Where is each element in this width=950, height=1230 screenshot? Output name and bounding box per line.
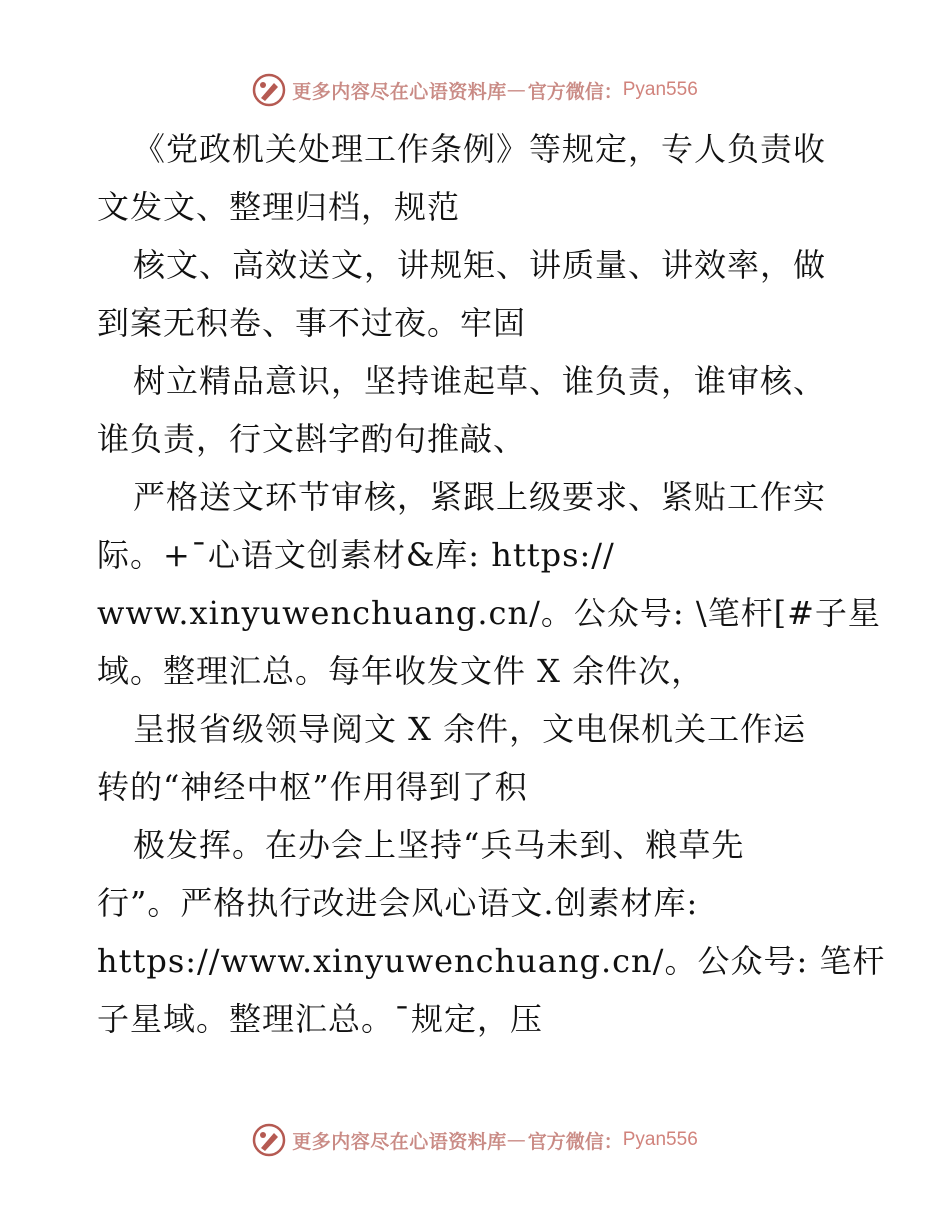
body-line: 树立精品意识，坚持谁起草、谁负责，谁审核、 (133, 362, 827, 400)
watermark-wechat-id: Pyan556 (622, 1129, 698, 1150)
watermark-wechat-id: Pyan556 (622, 79, 698, 100)
body-line: 域。整理汇总。每年收发文件 X 余件次， (97, 652, 705, 690)
body-line: 呈报省级领导阅文 X 余件，文电保机关工作运 (133, 710, 807, 748)
watermark-wechat-label: 官方微信： (527, 80, 623, 103)
watermark-separator: — (506, 1129, 526, 1151)
body-line: 谁负责，行文斟字酌句推敲、 (97, 420, 527, 458)
body-line: 极发挥。在办会上坚持“兵马未到、粮草先 (133, 826, 745, 864)
watermark-slogan: 更多内容尽在心语资料库 (292, 80, 507, 103)
body-line: 严格送文环节审核，紧跟上级要求、紧贴工作实 (133, 478, 827, 516)
body-line: 行”。严格执行改进会风心语文.创素材库: (97, 884, 699, 922)
header-watermark (0, 70, 950, 110)
body-line: 子星域。整理汇总。¯规定，压 (97, 1000, 544, 1038)
watermark-slogan: 更多内容尽在心语资料库 (292, 1130, 507, 1153)
watermark-separator: — (506, 79, 526, 101)
body-line: https://www.xinyuwenchuang.cn/。公众号: 笔杆 (97, 942, 886, 980)
body-line: 际。+¯心语文创素材&库: https:// (97, 536, 615, 574)
watermark-wechat-label: 官方微信： (527, 1130, 623, 1153)
body-line: www.xinyuwenchuang.cn/。公众号: \笔杆[#子星 (97, 594, 881, 632)
body-line: 核文、高效送文，讲规矩、讲质量、讲效率，做 (133, 246, 827, 284)
body-line: 《党政机关处理工作条例》等规定，专人负责收 (133, 130, 827, 168)
footer-watermark (0, 1120, 950, 1160)
fountain-pen-icon (252, 73, 286, 107)
body-line: 到案无积卷、事不过夜。牢固 (97, 304, 527, 342)
document-body (97, 120, 886, 1048)
body-line: 转的“神经中枢”作用得到了积 (97, 768, 528, 806)
fountain-pen-icon (252, 1123, 286, 1157)
body-line: 文发文、整理归档，规范 (97, 188, 461, 226)
